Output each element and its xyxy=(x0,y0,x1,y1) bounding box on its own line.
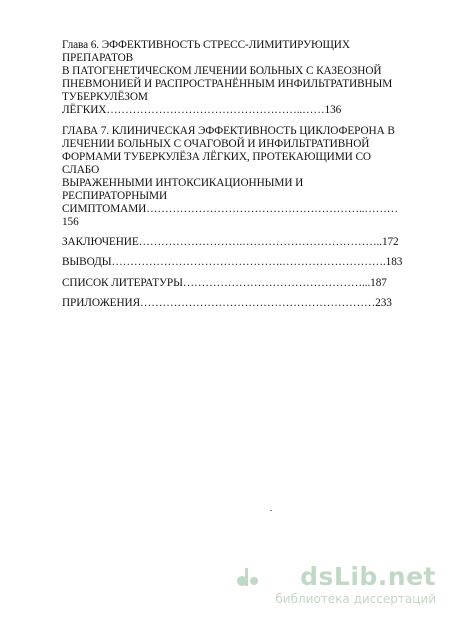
watermark-subtitle: библиотека диссертаций xyxy=(275,592,436,606)
dslib-watermark xyxy=(236,562,436,610)
toc-entry-chapter-6: Глава 6. ЭФФЕКТИВНОСТЬ СТРЕСС-ЛИМИТИРУЮЩИХ ПРЕПАРАТОВ В ПАТОГЕНЕТИЧЕСКОМ ЛЕЧЕНИИ БОЛЬНЫХ С КАЗЕОЗНОЙ ПНЕВМОНИЕЙ И РАСПРОСТРАНЁННЫМ ИНФИЛЬТРАТИВНЫМ ТУБЕРКУЛЁЗОМ ЛЁГКИХ……………………………………………..……136 xyxy=(62,39,393,117)
toc-entry-references: СПИСОК ЛИТЕРАТУРЫ…………………………………………...187 xyxy=(62,276,387,289)
toc-entry-conclusion: ЗАКЛЮЧЕНИЕ……………………….………………………………..172 xyxy=(62,236,399,249)
toc-entry-chapter-7: ГЛАВА 7. КЛИНИЧЕСКАЯ ЭФФЕКТИВНОСТЬ ЦИКЛОФЕРОНА В ЛЕЧЕНИИ БОЛЬНЫХ С ОЧАГОВОЙ И ИНФИЛЬТРАТИВНОЙ ФОРМАМИ ТУБЕРКУЛЁЗА ЛЁГКИХ, ПРОТЕКАЮЩИМИ СО СЛАБО ВЫРАЖЕННЫМИ ИНТОКСИКАЦИОННЫМИ И РЕСПИРАТОРНЫМИ СИМПТОМАМИ…………………………………………………..………156 xyxy=(62,124,398,229)
scan-speck xyxy=(270,510,272,511)
toc-entry-findings: ВЫВОДЫ……………………………………….……………………….183 xyxy=(62,256,403,269)
dslib-logo-icon xyxy=(236,566,260,588)
watermark-logo-text: dsLib.net xyxy=(300,562,436,591)
table-of-contents xyxy=(62,39,402,310)
toc-entry-appendices: ПРИЛОЖЕНИЯ………………………………………………………233 xyxy=(62,296,392,309)
